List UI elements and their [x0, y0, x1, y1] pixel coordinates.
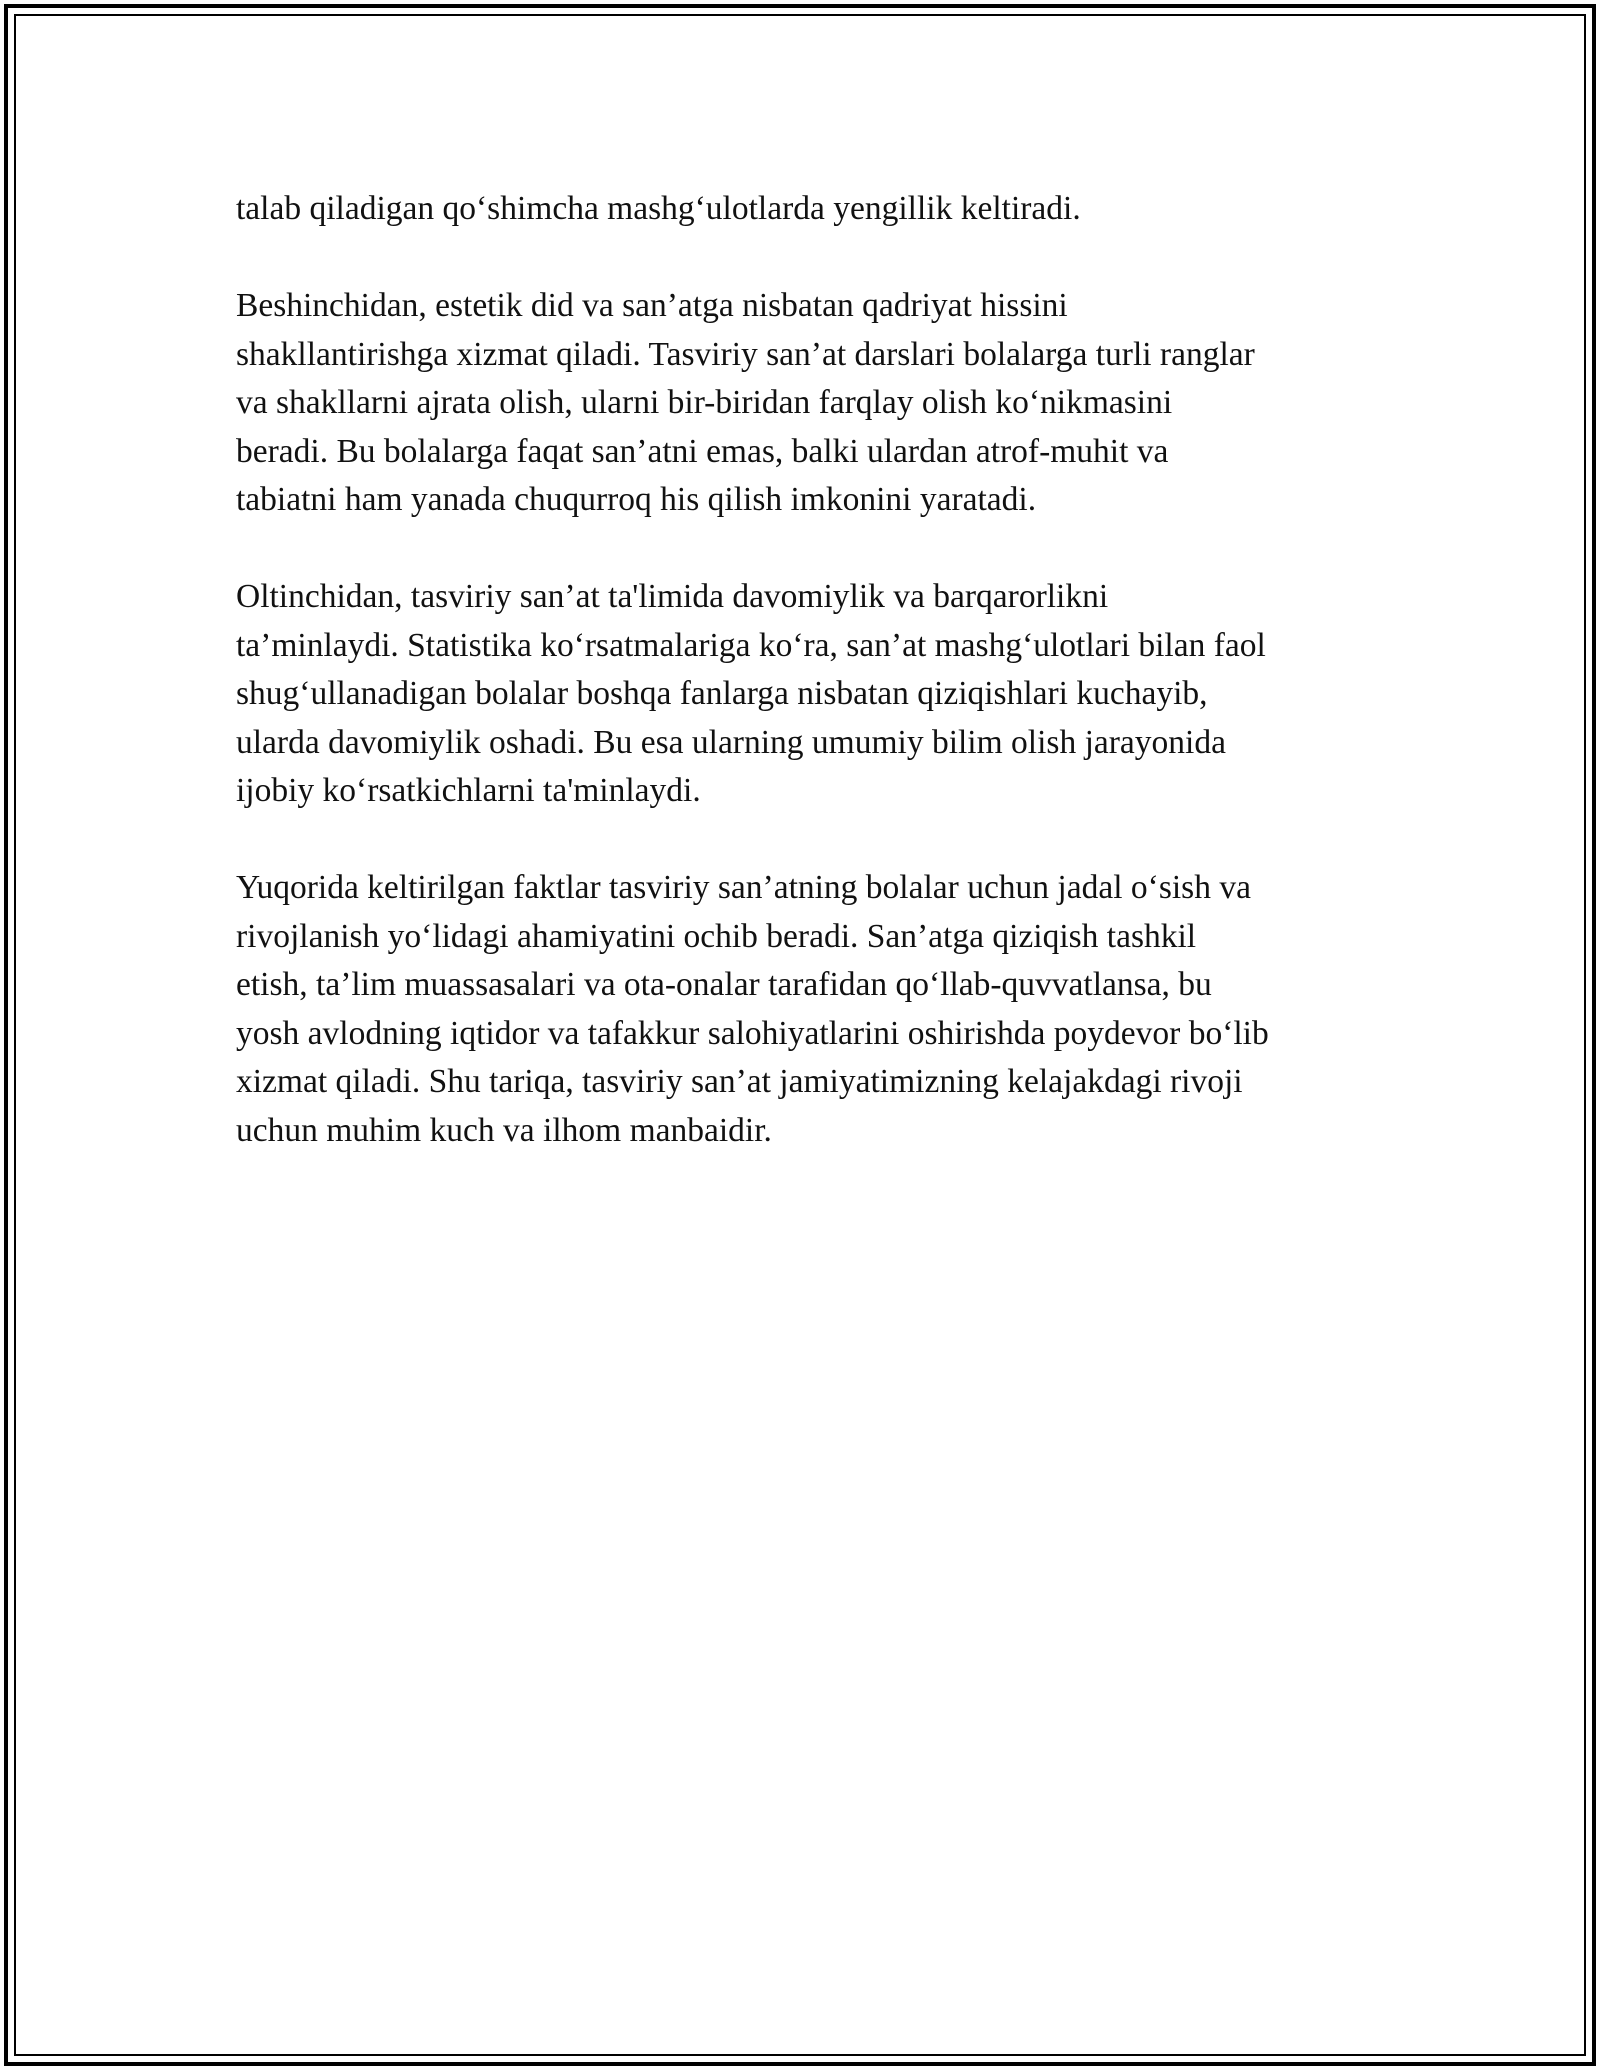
paragraph-fifth-point: Beshinchidan, estetik did va san’atga nisbatan qadriyat hissini shakllantirishga xizmat qiladi. Tasviriy san’at darslari bolalarga turli ranglar va shakllarni ajrata olish, ularni bir-biridan farqlay olish ko‘nikmasini beradi. Bu bolalarga faqat san’atni emas, balki ulardan atrof-muhit va tabiatni ham yanada chuqurroq his qilish imkonini yaratadi.	[236, 287, 1255, 518]
paragraph-continuation: talab qiladigan qo‘shimcha mashg‘ulotlarda yengillik keltiradi.	[236, 190, 1081, 227]
paragraph-conclusion: Yuqorida keltirilgan faktlar tasviriy san’atning bolalar uchun jadal o‘sish va rivojlanish yo‘lidagi ahamiyatini ochib beradi. San’atga qiziqish tashkil etish, ta’lim muassasalari va ota-onalar tarafidan qo‘llab-quvvatlansa, bu yosh avlodning iqtidor va tafakkur salohiyatlarini oshirishda poydevor bo‘lib xizmat qiladi. Shu tariqa, tasviriy san’at jamiyatimizning kelajakdagi rivoji uchun muhim kuch va ilhom manbaidir.	[236, 869, 1269, 1149]
paragraph-sixth-point: Oltinchidan, tasviriy san’at ta'limida davomiylik va barqarorlikni ta’minlaydi. Statistika ko‘rsatmalariga ko‘ra, san’at mashg‘ulotlari bilan faol shug‘ullanadigan bolalar boshqa fanlarga nisbatan qiziqishlari kuchayib, ularda davomiylik oshadi. Bu esa ularning umumiy bilim olish jarayonida ijobiy ko‘rsatkichlarni ta'minlaydi.	[236, 578, 1266, 809]
document-body	[236, 185, 1386, 1204]
